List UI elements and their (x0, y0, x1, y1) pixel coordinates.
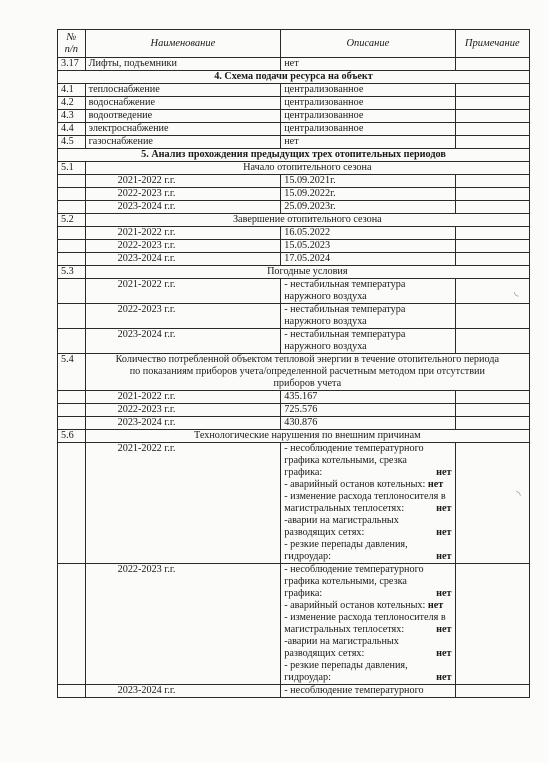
row-num: 4.4 (58, 123, 86, 136)
value-line (284, 600, 451, 612)
subsection-heading (58, 214, 530, 227)
value-line: -аварии на магистральных (284, 636, 399, 647)
value-line: - несоблюдение температурного (284, 564, 424, 575)
col-name-header: Наименование (85, 30, 281, 58)
row-value: 15.09.2021г. (281, 175, 455, 188)
value-line (284, 551, 451, 563)
row-num: 4.1 (58, 84, 86, 97)
value-answer: нет (436, 527, 452, 538)
subsection-title: Начало отопительного сезона (85, 162, 529, 175)
row-note (455, 443, 529, 564)
row-name: Лифты, подъемники (85, 58, 281, 71)
value-line (284, 467, 451, 479)
subsection-heading (58, 354, 530, 391)
value-label: магистральных теплосетях: (284, 503, 405, 514)
value-line: - несоблюдение температурного (284, 443, 424, 454)
row-num: 5.4 (58, 354, 86, 391)
passport-table (57, 29, 530, 698)
value-line (284, 648, 451, 660)
row-num: 5.6 (58, 430, 86, 443)
row-value: 17.05.2024 (281, 253, 455, 266)
row-note (455, 188, 529, 201)
value-line: -аварии на магистральных (284, 515, 399, 526)
subsection-heading (58, 266, 530, 279)
subsection-title: Технологические нарушения по внешним причинам (85, 430, 529, 443)
row-num: 3.17 (58, 58, 86, 71)
row-value (281, 443, 455, 564)
value-line: наружного воздуха (284, 316, 367, 327)
row-num (58, 685, 86, 698)
row-value (281, 304, 455, 329)
value-line: наружного воздуха (284, 341, 367, 352)
value-line (284, 503, 451, 515)
value-answer: нет (427, 479, 444, 490)
row-value: 430.876 (281, 417, 455, 430)
value-label: гидроудар: (284, 551, 331, 562)
row-num (58, 329, 86, 354)
table-row (58, 84, 530, 97)
row-note (455, 253, 529, 266)
row-note (455, 391, 529, 404)
row-period: 2021-2022 г.г. (85, 175, 281, 188)
value-line: наружного воздуха (284, 291, 367, 302)
value-line: - нестабильная температура (284, 279, 406, 290)
row-value: 15.09.2022г. (281, 188, 455, 201)
value-line: - резкие перепады давления, (284, 539, 408, 550)
row-desc: централизованное (281, 123, 455, 136)
title-line: Количество потребленной объектом тепловой энергии в течение отопительного периода (115, 354, 499, 365)
row-num (58, 564, 86, 685)
row-num: 5.2 (58, 214, 86, 227)
row-period: 2023-2024 г.г. (85, 685, 281, 698)
table-row (58, 253, 530, 266)
col-desc-header: Описание (281, 30, 455, 58)
row-value: 25.09.2023г. (281, 201, 455, 214)
row-period: 2022-2023 г.г. (85, 240, 281, 253)
row-note (455, 84, 529, 97)
row-note (455, 685, 529, 698)
row-period: 2022-2023 г.г. (85, 564, 281, 685)
subsection-title: Погодные условия (85, 266, 529, 279)
margin-mark: ◝ (516, 488, 521, 502)
row-period: 2021-2022 г.г. (85, 443, 281, 564)
row-period: 2021-2022 г.г. (85, 391, 281, 404)
row-period: 2023-2024 г.г. (85, 253, 281, 266)
row-note (455, 175, 529, 188)
subsection-title (85, 354, 529, 391)
row-num (58, 391, 86, 404)
row-num (58, 253, 86, 266)
table-row (58, 304, 530, 329)
row-num (58, 304, 86, 329)
section-4-title: 4. Схема подачи ресурса на объект (58, 71, 530, 84)
value-answer: нет (436, 467, 452, 478)
col-note-header: Примечание (455, 30, 529, 58)
title-line: по показаниям приборов учета/определенной расчетным методом при отсутствии (129, 366, 485, 377)
row-name: теплоснабжение (85, 84, 281, 97)
row-desc: централизованное (281, 97, 455, 110)
row-num (58, 240, 86, 253)
value-label: графика: (284, 588, 323, 599)
row-value: 15.05.2023 (281, 240, 455, 253)
row-value: - несоблюдение температурного (281, 685, 455, 698)
row-note (455, 304, 529, 329)
table-row (58, 227, 530, 240)
row-num (58, 279, 86, 304)
row-period: 2021-2022 г.г. (85, 227, 281, 240)
subsection-heading (58, 162, 530, 175)
value-label: магистральных теплосетях: (284, 624, 405, 635)
value-line: графика котельными, срезка (284, 455, 407, 466)
value-label: разводящих сетях: (284, 648, 365, 659)
value-answer: нет (436, 503, 452, 514)
value-answer: нет (436, 588, 452, 599)
table-row (58, 123, 530, 136)
table-row (58, 279, 530, 304)
row-period: 2023-2024 г.г. (85, 417, 281, 430)
subsection-heading (58, 430, 530, 443)
table-row (58, 110, 530, 123)
value-answer: нет (436, 551, 452, 562)
row-value (281, 329, 455, 354)
row-note (455, 123, 529, 136)
table-row (58, 201, 530, 214)
value-line (284, 527, 451, 539)
value-answer: нет (436, 624, 452, 635)
value-label: графика: (284, 467, 323, 478)
row-name: газоснабжение (85, 136, 281, 149)
row-note (455, 417, 529, 430)
table-row (58, 136, 530, 149)
title-line: приборов учета (273, 378, 342, 389)
col-num-header: № п/п (58, 30, 86, 58)
row-value: 725.576 (281, 404, 455, 417)
value-line (284, 479, 451, 491)
value-line (284, 588, 451, 600)
row-num (58, 417, 86, 430)
row-period: 2022-2023 г.г. (85, 404, 281, 417)
row-note (455, 404, 529, 417)
row-num: 4.5 (58, 136, 86, 149)
value-label: разводящих сетях: (284, 527, 365, 538)
row-note (455, 201, 529, 214)
row-num (58, 188, 86, 201)
value-answer: нет (427, 600, 444, 611)
table-row (58, 685, 530, 698)
table-header (58, 30, 530, 58)
value-line: - резкие перепады давления, (284, 660, 408, 671)
row-note (455, 136, 529, 149)
table-row (58, 97, 530, 110)
section-heading (58, 149, 530, 162)
row-name: водоотведение (85, 110, 281, 123)
value-line (284, 624, 451, 636)
table-row (58, 417, 530, 430)
value-line: - изменение расхода теплоносителя в (284, 491, 446, 502)
row-note (455, 329, 529, 354)
section-5-title: 5. Анализ прохождения предыдущих трех отопительных периодов (58, 149, 530, 162)
row-desc: нет (281, 58, 455, 71)
value-line: графика котельными, срезка (284, 576, 407, 587)
value-line (284, 672, 451, 684)
value-label: гидроудар: (284, 672, 331, 683)
value-line: - нестабильная температура (284, 304, 406, 315)
row-num (58, 201, 86, 214)
row-desc: нет (281, 136, 455, 149)
row-value: 16.05.2022 (281, 227, 455, 240)
row-note (455, 58, 529, 71)
row-num (58, 175, 86, 188)
value-line: - нестабильная температура (284, 329, 406, 340)
row-note (455, 227, 529, 240)
row-desc: централизованное (281, 84, 455, 97)
value-answer: нет (436, 672, 452, 683)
row-value (281, 279, 455, 304)
row-num (58, 443, 86, 564)
subsection-title: Завершение отопительного сезона (85, 214, 529, 227)
section-heading (58, 71, 530, 84)
table-row (58, 175, 530, 188)
table-row (58, 404, 530, 417)
row-note (455, 97, 529, 110)
row-name: электроснабжение (85, 123, 281, 136)
row-num: 4.2 (58, 97, 86, 110)
row-period: 2023-2024 г.г. (85, 201, 281, 214)
table-row (58, 564, 530, 685)
table-row (58, 443, 530, 564)
table-row (58, 188, 530, 201)
row-desc: централизованное (281, 110, 455, 123)
value-label: - аварийный останов котельных: (284, 479, 426, 490)
table-row (58, 391, 530, 404)
row-period: 2023-2024 г.г. (85, 329, 281, 354)
row-value (281, 564, 455, 685)
table-row (58, 58, 530, 71)
row-num: 5.1 (58, 162, 86, 175)
row-num: 5.3 (58, 266, 86, 279)
row-period: 2021-2022 г.г. (85, 279, 281, 304)
margin-mark: ◟ (514, 284, 519, 298)
value-line: - изменение расхода теплоносителя в (284, 612, 446, 623)
row-note (455, 110, 529, 123)
row-period: 2022-2023 г.г. (85, 304, 281, 329)
row-num: 4.3 (58, 110, 86, 123)
row-period: 2022-2023 г.г. (85, 188, 281, 201)
row-num (58, 404, 86, 417)
row-num (58, 227, 86, 240)
table-row (58, 240, 530, 253)
value-label: - аварийный останов котельных: (284, 600, 426, 611)
row-value: 435.167 (281, 391, 455, 404)
table-row (58, 329, 530, 354)
value-answer: нет (436, 648, 452, 659)
row-note (455, 564, 529, 685)
row-note (455, 240, 529, 253)
row-name: водоснабжение (85, 97, 281, 110)
